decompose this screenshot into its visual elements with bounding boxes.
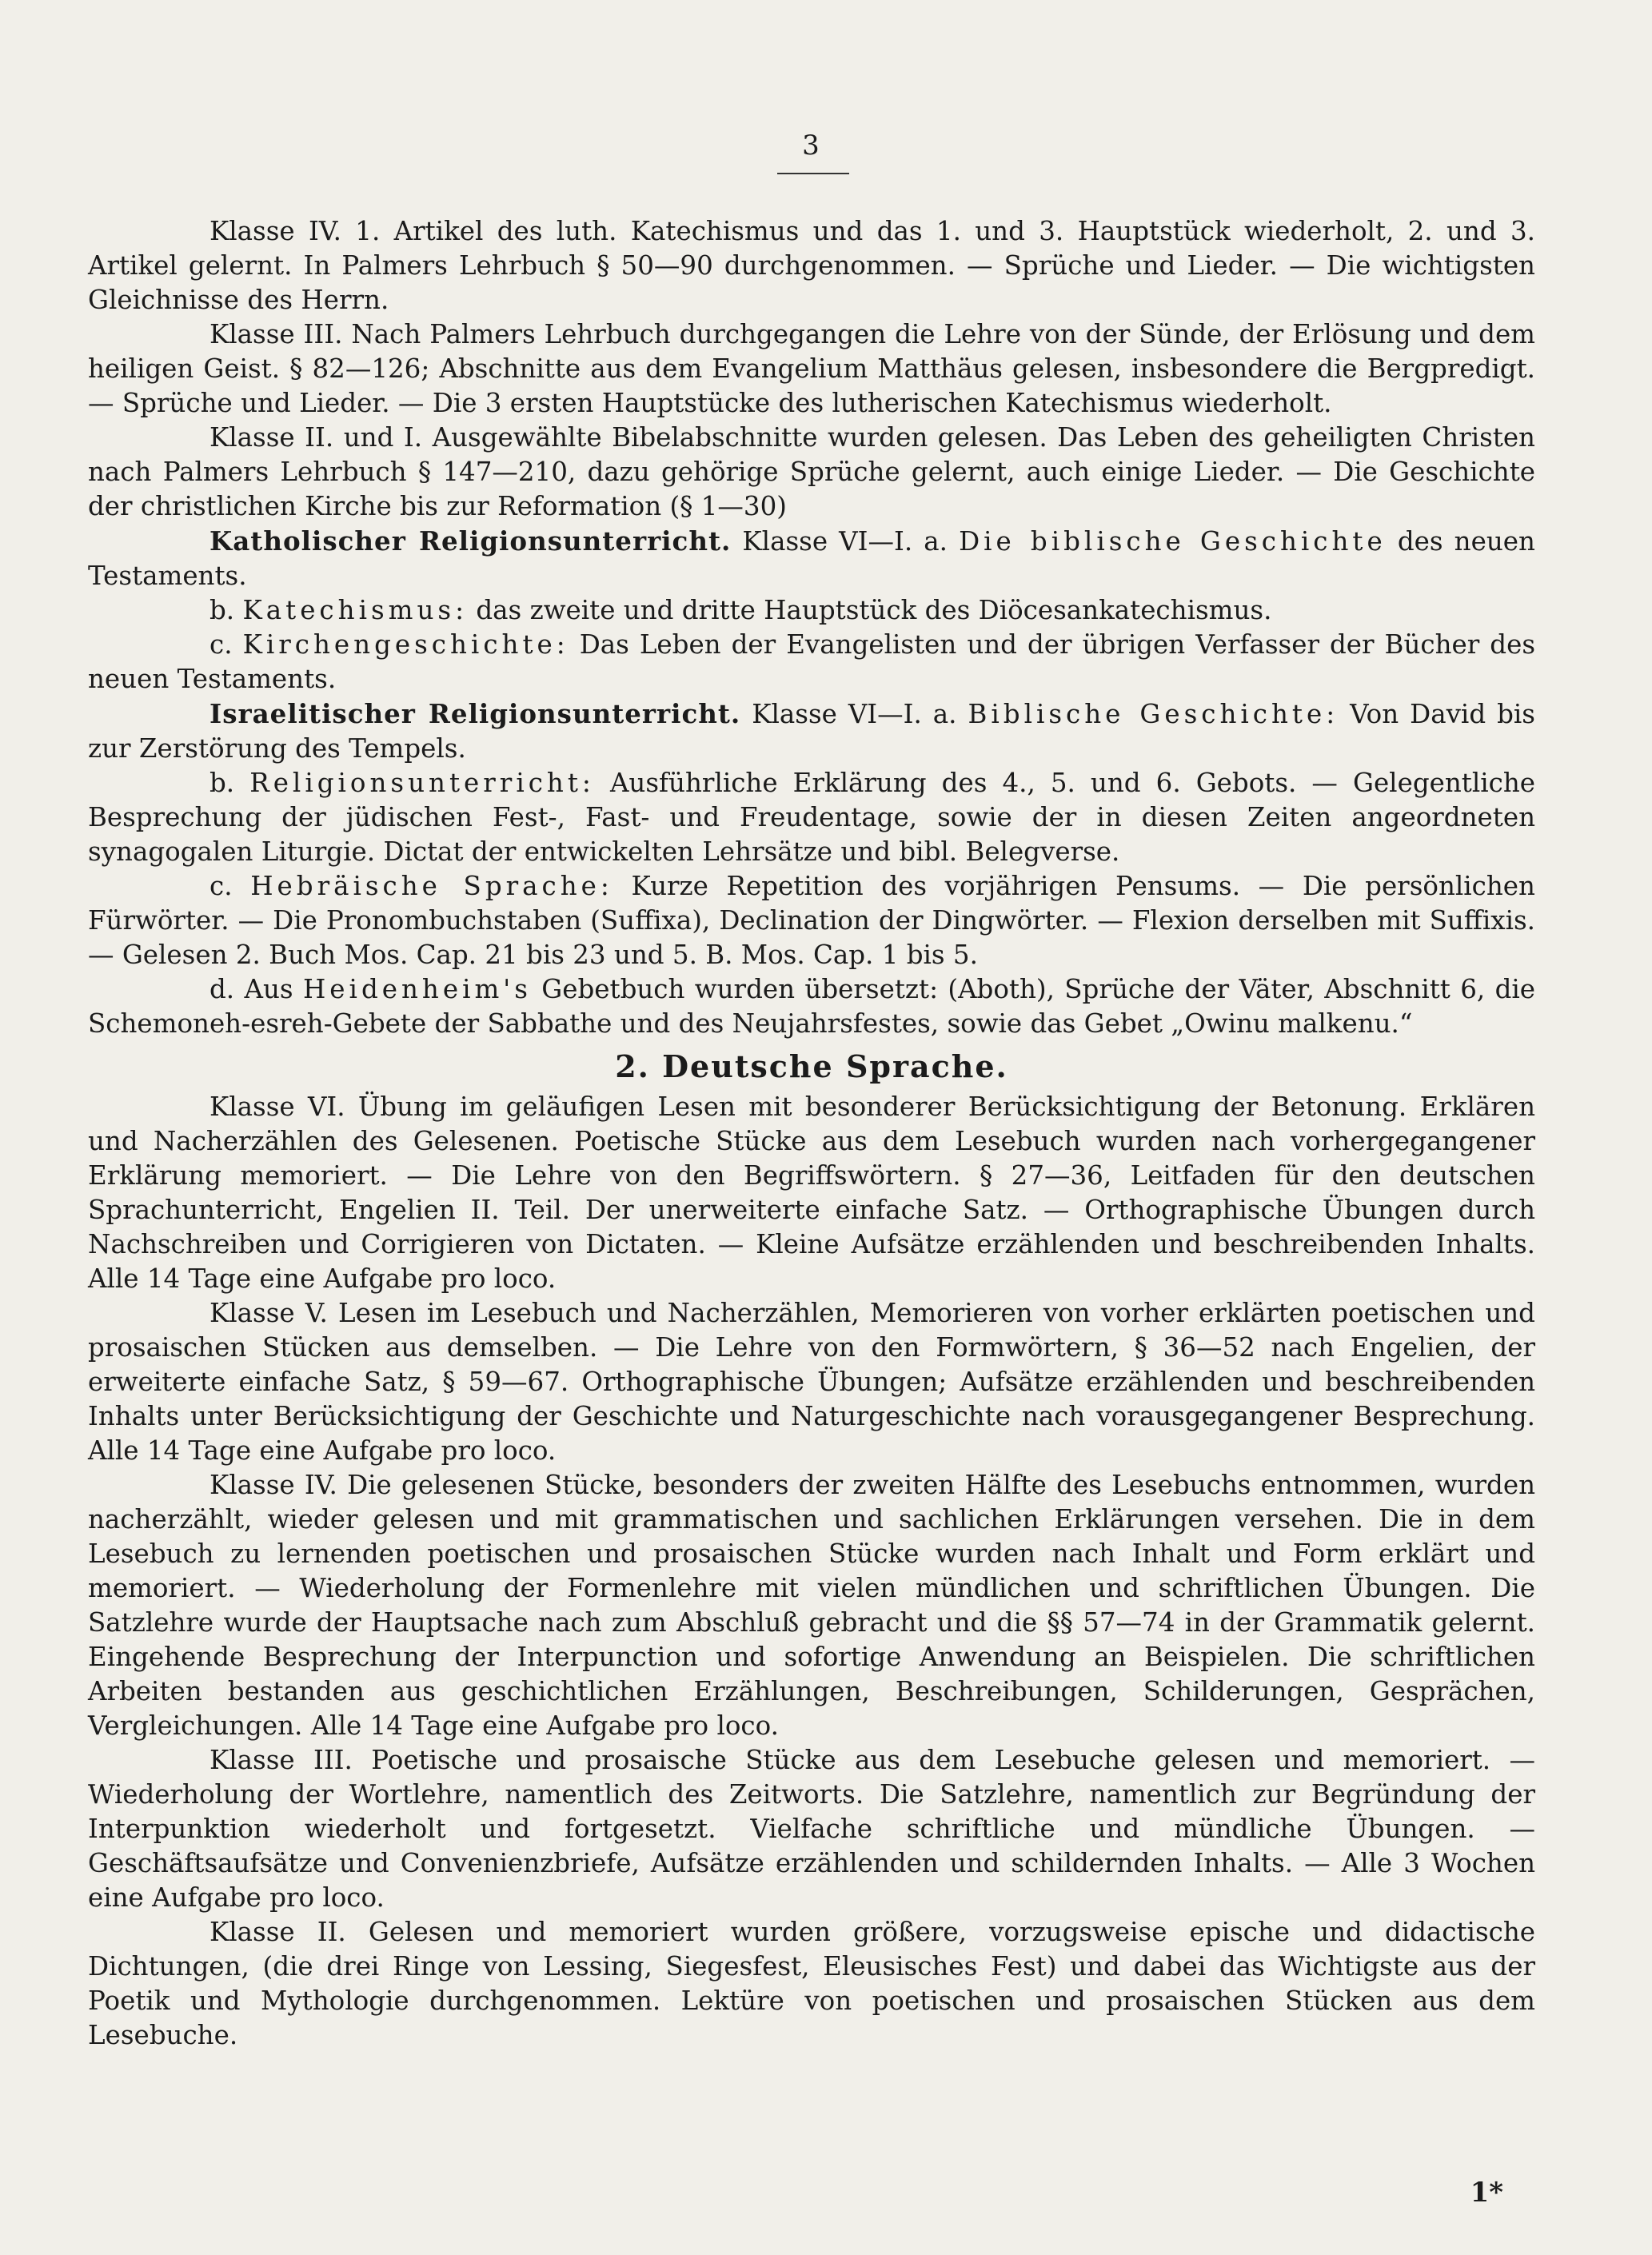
israelite-c-title: Hebräische Sprache: — [250, 871, 613, 901]
israelite-a-title: Biblische Geschichte: — [968, 699, 1339, 729]
israelite-b-text: Ausführliche Erklärung des 4., 5. und 6. Gebots. — Gelegentliche Besprechung der jüdischen Fest-, Fast- und Freudentage, sowie der in diesen Zeiten angeordneten synagogalen Liturgie. Dictat der entwickelten Lehrsätze und bibl. Belegverse. — [88, 768, 1535, 867]
catholic-b-text: das zweite und dritte Hauptstück des Diöcesankatechismus. — [476, 595, 1272, 625]
israelite-c-text: Kurze Repetition des vorjährigen Pensums. — Die persönlichen Fürwörter. — Die Pronombuchstaben (Suffixa), Declination der Dingwörter. — Flexion derselben mit Suffixis. — Gelesen 2. Buch Mos. Cap. 21 bis 23 und 5. B. Mos. Cap. 1 bis 5. — [88, 871, 1535, 970]
page-number: 3 — [802, 130, 821, 162]
paragraph-israelite-a — [88, 696, 1535, 766]
paragraph-german-klasse-4: Klasse IV. Die gelesenen Stücke, besonders der zweiten Hälfte des Lesebuchs entnommen, wurden nacherzählt, wieder gelesen und mit grammatischen und sachlichen Erklärungen versehen. Die in dem Lesebuch zu lernenden poetischen und prosaischen Stücke wurden nach Inhalt und Form erklärt und memoriert. — Wiederholung der Formenlehre mit vielen mündlichen und schriftlichen Übungen. Die Satzlehre wurde der Hauptsache nach zum Abschluß gebracht und die §§ 57—74 in der Grammatik gelernt. Eingehende Besprechung der Interpunction und sofortige Anwendung an Beispielen. Die schriftlichen Arbeiten bestanden aus geschichtlichen Erzählungen, Beschreibungen, Schilderungen, Gesprächen, Vergleichungen. Alle 14 Tage eine Aufgabe pro loco. — [88, 1470, 1535, 1741]
section-title-german: 2. Deutsche Sprache. — [615, 1048, 1008, 1084]
paragraph-israelite-d — [88, 972, 1535, 1041]
israelite-b-title: Religionsunterricht: — [249, 768, 595, 798]
paragraph-catholic-c — [88, 628, 1535, 696]
paragraph-israelite-b — [88, 766, 1535, 869]
paragraph-religion-klasse-2-1: Klasse II. und I. Ausgewählte Bibelabschnitte wurden gelesen. Das Leben des geheiligten Christen nach Palmers Lehrbuch § 147—210, dazu gehörige Sprüche gelernt, auch einige Lieder. — Die Geschichte der christlichen Kirche bis zur Reformation (§ 1—30) — [88, 422, 1535, 521]
israelite-d-title: Heidenheim's — [302, 974, 532, 1004]
page-number-rule — [777, 173, 849, 174]
catholic-c-label: c. — [209, 629, 233, 660]
catholic-b-title: Katechismus: — [242, 595, 469, 625]
israelite-b-label: b. — [209, 768, 235, 798]
paragraph-israelite-c — [88, 869, 1535, 972]
israelite-c-label: c. — [209, 871, 233, 901]
israelite-d-label: d. Aus — [209, 974, 293, 1004]
israelite-a-text: Von David bis zur Zerstörung des Tempels. — [88, 699, 1535, 764]
paragraph-german-klasse-2: Klasse II. Gelesen und memoriert wurden größere, vorzugsweise epische und didactische Dichtungen, (die drei Ringe von Lessing, Siegesfest, Eleusisches Fest) und dabei das Wichtigste aus der Poetik und Mythologie durchgenommen. Lektüre von poetischen und prosaischen Stücken aus dem Lesebuche. — [88, 1917, 1535, 2050]
catholic-a-title: Die biblische Geschichte — [959, 526, 1387, 557]
catholic-c-title: Kirchengeschichte: — [242, 629, 569, 660]
catholic-a-text: des neuen Testaments. — [88, 526, 1535, 591]
israelite-heading: Israelitischer Religionsunterricht. — [209, 698, 741, 729]
catholic-heading: Katholischer Religionsunterricht. — [209, 525, 732, 557]
paragraph-religion-klasse-3: Klasse III. Nach Palmers Lehrbuch durchgegangen die Lehre von der Sünde, der Erlösung und dem heiligen Geist. § 82—126; Abschnitte aus dem Evangelium Matthäus gelesen, insbesondere die Bergpredigt. — Sprüche und Lieder. — Die 3 ersten Hauptstücke des lutherischen Katechismus wiederholt. — [88, 319, 1535, 418]
israelite-intro: Klasse VI—I. a. — [752, 699, 957, 729]
paragraph-german-klasse-5: Klasse V. Lesen im Lesebuch und Nacherzählen, Memorieren von vorher erklärten poetischen und prosaischen Stücken aus demselben. — Die Lehre von den Formwörtern, § 36—52 nach Engelien, der erweiterte einfache Satz, § 59—67. Orthographische Übungen; Aufsätze erzählenden und beschreibenden Inhalts unter Berücksichtigung der Geschichte und Naturgeschichte nach vorausgegangener Besprechung. Alle 14 Tage eine Aufgabe pro loco. — [88, 1298, 1535, 1466]
body-text — [88, 214, 1535, 2053]
document-page — [88, 120, 1535, 2215]
catholic-c-text: Das Leben der Evangelisten und der übrigen Verfasser der Bücher des neuen Testaments. — [88, 629, 1535, 694]
paragraph-catholic-a — [88, 524, 1535, 593]
israelite-d-text: Gebetbuch wurden übersetzt: (Aboth), Sprüche der Väter, Abschnitt 6, die Schemoneh-esreh-Gebete der Sabbathe und des Neujahrsfestes, sowie das Gebet „Owinu malkenu.“ — [88, 974, 1536, 1039]
catholic-intro: Klasse VI—I. a. — [742, 526, 948, 557]
paragraph-german-klasse-6: Klasse VI. Übung im geläufigen Lesen mit besonderer Berücksichtigung der Betonung. Erklären und Nacherzählen des Gelesenen. Poetische Stücke aus dem Lesebuch wurden nach vorhergegangener Erklärung memoriert. — Die Lehre von den Begriffswörtern. § 27—36, Leitfaden für den deutschen Sprachunterricht, Engelien II. Teil. Der unerweiterte einfache Satz. — Orthographische Übungen durch Nachschreiben und Corrigieren von Dictaten. — Kleine Aufsätze erzählenden und beschreibenden Inhalts. Alle 14 Tage eine Aufgabe pro loco. — [88, 1092, 1535, 1294]
paragraph-german-klasse-3: Klasse III. Poetische und prosaische Stücke aus dem Lesebuche gelesen und memoriert. — Wiederholung der Wortlehre, namentlich des Zeitworts. Die Satzlehre, namentlich zur Begründung der Interpunktion wiederholt und fortgesetzt. Vielfache schriftliche und mündliche Übungen. — Geschäftsaufsätze und Convenienzbriefe, Aufsätze erzählenden und schildernden Inhalts. — Alle 3 Wochen eine Aufgabe pro loco. — [88, 1745, 1535, 1913]
paragraph-religion-klasse-4: Klasse IV. 1. Artikel des luth. Katechismus und das 1. und 3. Hauptstück wiederholt, 2. und 3. Artikel gelernt. In Palmers Lehrbuch § 50—90 durchgenommen. — Sprüche und Lieder. — Die wichtigsten Gleichnisse des Herrn. — [88, 216, 1535, 315]
paragraph-catholic-b — [88, 593, 1535, 628]
catholic-b-label: b. — [209, 595, 235, 625]
signature-mark: 1* — [1470, 2177, 1503, 2209]
